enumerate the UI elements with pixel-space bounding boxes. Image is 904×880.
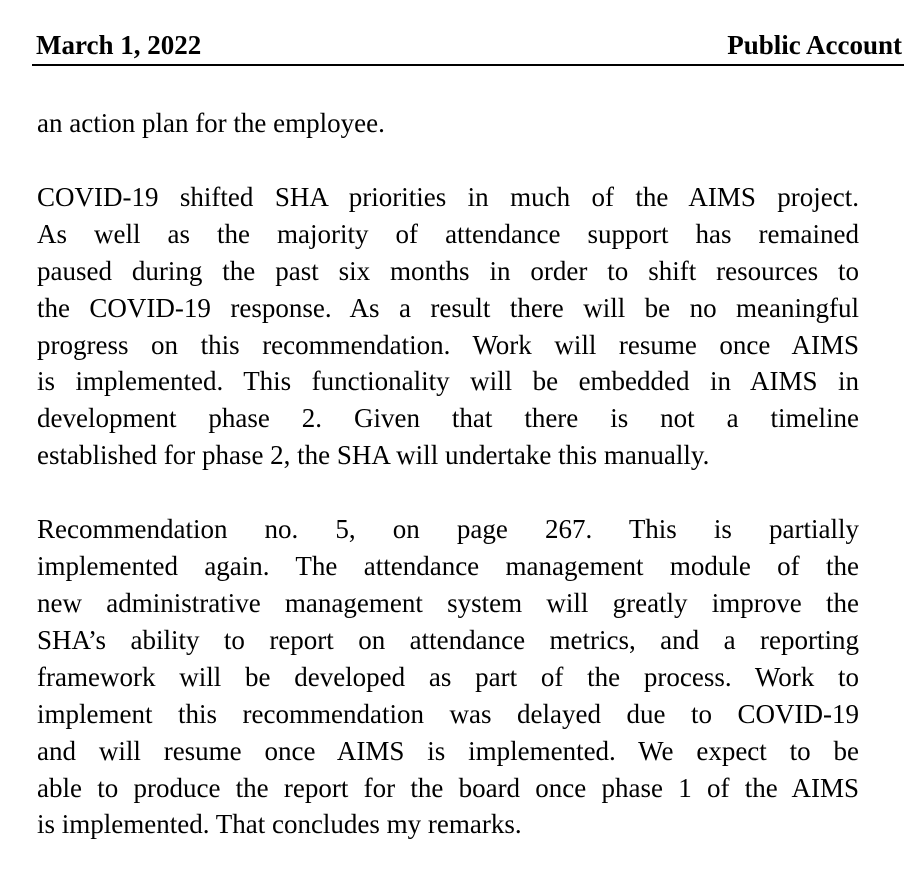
- text-line: development phase 2. Given that there is not a timeline: [37, 403, 859, 434]
- text-line: framework will be developed as part of the process. Work to: [37, 661, 859, 692]
- text-line: COVID-19 shifted SHA priorities in much of the AIMS project.: [37, 181, 859, 212]
- text-line: is implemented. This functionality will be embedded in AIMS in: [37, 366, 859, 397]
- text-line: SHA’s ability to report on attendance metrics, and a reporting: [37, 624, 859, 655]
- paragraph: [37, 511, 859, 843]
- text-line: the COVID-19 response. As a result there will be no meaningful: [37, 292, 859, 323]
- text-line: new administrative management system will greatly improve the: [37, 587, 859, 618]
- text-line: established for phase 2, the SHA will undertake this manually.: [37, 440, 710, 471]
- header-title: Public Account: [727, 30, 902, 60]
- paragraph: [37, 179, 859, 474]
- text-line: As well as the majority of attendance support has remained: [37, 218, 859, 249]
- document-body: [37, 105, 859, 880]
- text-line: paused during the past six months in order to shift resources to: [37, 255, 859, 286]
- text-line: implemented again. The attendance management module of the: [37, 551, 859, 582]
- paragraph: [37, 105, 859, 142]
- page-header: [32, 28, 904, 66]
- text-line: an action plan for the employee.: [37, 108, 385, 138]
- text-line: is implemented. That concludes my remarks.: [37, 809, 522, 840]
- text-line: and will resume once AIMS is implemented. We expect to be: [37, 735, 859, 766]
- text-line: able to produce the report for the board once phase 1 of the AIMS: [37, 772, 859, 803]
- text-line: Recommendation no. 5, on page 267. This is partially: [37, 514, 859, 545]
- header-date: March 1, 2022: [36, 30, 202, 60]
- text-line: progress on this recommendation. Work will resume once AIMS: [37, 329, 859, 360]
- text-line: implement this recommendation was delayed due to COVID-19: [37, 698, 859, 729]
